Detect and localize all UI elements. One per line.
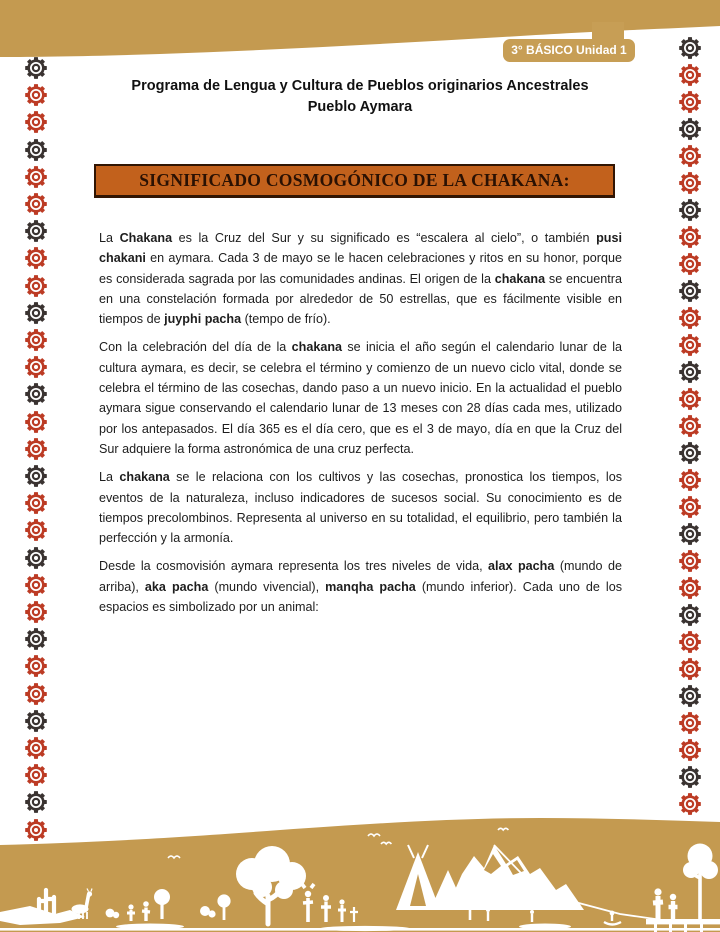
rosette-icon	[25, 193, 47, 215]
rosette-icon	[25, 383, 47, 405]
unit-badge: 3° BÁSICO Unidad 1	[503, 39, 635, 62]
rosette-icon	[25, 57, 47, 79]
rosette-icon	[679, 469, 701, 491]
rosette-icon	[679, 172, 701, 194]
rosette-icon	[25, 737, 47, 759]
text-segment: (tempo de frío).	[241, 312, 331, 327]
text-segment: en aymara. Cada 3 de mayo se le hacen celebraciones y ritos en su honor, porque es considerada sagrada por las comunidades andinas. El origen de la	[99, 251, 622, 286]
text-segment: alax pacha	[488, 559, 555, 574]
paragraph-three-levels	[99, 556, 622, 617]
rosette-icon	[679, 388, 701, 410]
rosette-icon	[679, 64, 701, 86]
text-segment: chakana	[119, 470, 170, 485]
text-segment: La	[99, 231, 120, 245]
rosette-icon	[679, 118, 701, 140]
text-segment: Chakana	[119, 231, 173, 245]
rosette-icon	[25, 710, 47, 732]
rosette-icon	[25, 139, 47, 161]
paragraph-lunar-calendar	[99, 337, 622, 459]
rosette-icon	[679, 199, 701, 221]
rosette-icon	[679, 280, 701, 302]
text-segment: es la Cruz del Sur y su significado es “escalera al cielo”, o también	[172, 231, 597, 245]
rosette-icon	[25, 166, 47, 188]
rosette-icon	[679, 334, 701, 356]
rosette-icon	[25, 574, 47, 596]
rosette-icon	[25, 764, 47, 786]
rosette-icon	[25, 84, 47, 106]
rosette-icon	[679, 145, 701, 167]
rosette-icon	[25, 465, 47, 487]
section-title-banner: SIGNIFICADO COSMOGÓNICO DE LA CHAKANA:	[94, 164, 615, 198]
rosette-icon	[25, 275, 47, 297]
text-segment: La	[99, 470, 120, 485]
text-segment: pusi chakani	[99, 231, 622, 266]
rosette-icon	[25, 791, 47, 813]
rosette-icon	[679, 631, 701, 653]
rosette-icon	[25, 329, 47, 351]
rosette-icon	[679, 685, 701, 707]
rosette-icon	[679, 766, 701, 788]
rosette-icon	[25, 655, 47, 677]
rosette-icon	[679, 739, 701, 761]
rosette-icon	[679, 604, 701, 626]
paragraph-chakana-intro	[99, 228, 622, 329]
right-ornamental-border	[679, 0, 703, 932]
rosette-icon	[679, 577, 701, 599]
rosette-icon	[679, 226, 701, 248]
rosette-icon	[679, 523, 701, 545]
rosette-icon	[679, 550, 701, 572]
rosette-icon	[679, 712, 701, 734]
body-text	[99, 228, 622, 625]
pueblo-subtitle: Pueblo Aymara	[307, 99, 413, 115]
rosette-icon	[679, 496, 701, 518]
text-segment: se encuentra en una constelación formada por alrededor de 50 estrellas, que es fácilmente visible en tiempos de	[99, 271, 622, 327]
rosette-icon	[25, 519, 47, 541]
text-segment: (mundo de arriba),	[99, 559, 622, 594]
rosette-icon	[25, 247, 47, 269]
rosette-icon	[25, 220, 47, 242]
rosette-icon	[679, 361, 701, 383]
rosette-icon	[25, 111, 47, 133]
text-segment: (mundo inferior). Cada uno de los espacios es simbolizado por un animal:	[99, 579, 623, 615]
rosette-icon	[25, 492, 47, 514]
rosette-icon	[25, 628, 47, 650]
text-segment: chakana	[494, 271, 546, 286]
text-segment: juyphi pacha	[164, 312, 242, 327]
rosette-icon	[25, 601, 47, 623]
rosette-icon	[25, 302, 47, 324]
rosette-icon	[679, 658, 701, 680]
text-segment: Desde la cosmovisión aymara representa los tres niveles de vida,	[99, 559, 489, 574]
text-segment: (mundo vivencial),	[208, 579, 326, 594]
program-title: Programa de Lengua y Cultura de Pueblos originarios Ancestrales	[131, 78, 589, 94]
paragraph-chakana-meaning	[99, 467, 622, 548]
rosette-icon	[679, 415, 701, 437]
document-header	[98, 76, 622, 118]
rosette-icon	[679, 37, 701, 59]
rosette-icon	[679, 307, 701, 329]
rosette-icon	[679, 253, 701, 275]
text-segment: manqha pacha	[325, 579, 416, 594]
left-ornamental-border	[25, 0, 49, 932]
rosette-icon	[25, 683, 47, 705]
rosette-icon	[679, 442, 701, 464]
bottom-landscape-band	[0, 812, 720, 932]
rosette-icon	[25, 438, 47, 460]
rosette-icon	[679, 91, 701, 113]
text-segment: se inicia el año según el calendario lunar de la cultura aymara, es decir, se celebra el término y comienzo de un nuevo ciclo vital, donde se celebra el término de las cosechas, dando paso a un nuevo inicio. En la actualidad el pueblo aymara sigue conservando el calendario lunar de 13 meses con 28 días cada mes, utilizado por los antepasados. El día 365 es el día cero, que es el 3 de mayo, día en que la Cruz del Sur adquiere la forma astronómica de una cruz perfecta.	[99, 340, 622, 456]
text-segment: aka pacha	[144, 579, 209, 594]
rosette-icon	[25, 411, 47, 433]
rosette-icon	[25, 356, 47, 378]
text-segment: chakana	[291, 340, 343, 355]
text-segment: Con la celebración del día de la	[99, 340, 292, 355]
rosette-icon	[25, 547, 47, 569]
text-segment: se le relaciona con los cultivos y las cosechas, pronostica los tiempos, los eventos de la naturaleza, incluso indicadores de sucesos social. Su conocimiento es de tiempos precolombinos. Representa al universo en su totalidad, el equilibrio, pero también la perfección y la armonía.	[99, 470, 622, 546]
